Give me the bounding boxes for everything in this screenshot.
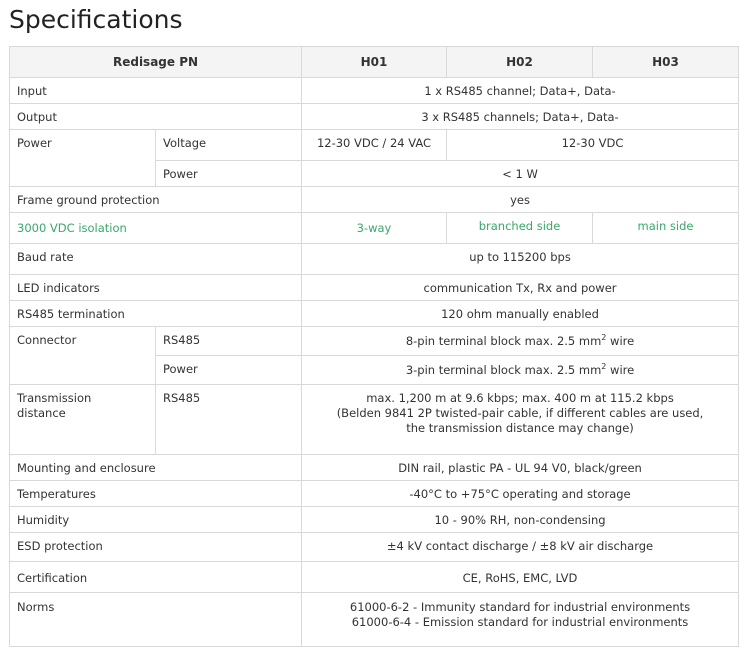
table-row [10, 213, 739, 244]
row-value: 1 x RS485 channel; Data+, Data- [302, 78, 739, 104]
row-value: -40°C to +75°C operating and storage [302, 481, 739, 507]
row-sublabel: RS485 [156, 327, 302, 356]
row-value: max. 1,200 m at 9.6 kbps; max. 400 m at 115.2 kbps (Belden 9841 2P twisted-pair cable, if different cables are used, the transmission distance may change) [302, 385, 739, 455]
row-value [302, 327, 739, 356]
row-value: communication Tx, Rx and power [302, 275, 739, 301]
row-label: Connector [10, 327, 156, 385]
row-label: ESD protection [10, 533, 302, 562]
row-value: ±4 kV contact discharge / ±8 kV air discharge [302, 533, 739, 562]
row-label: Output [10, 104, 302, 130]
page-title: Specifications [9, 5, 183, 34]
row-label: Power [10, 130, 156, 187]
table-row [10, 562, 739, 593]
row-label: Mounting and enclosure [10, 455, 302, 481]
row-value [302, 356, 739, 385]
header-h02: H02 [447, 47, 593, 78]
specifications-table [9, 46, 739, 647]
row-label: 3000 VDC isolation [10, 213, 302, 244]
row-value: CE, RoHS, EMC, LVD [302, 562, 739, 593]
row-label: Transmission distance [10, 385, 156, 455]
row-value: yes [302, 187, 739, 213]
row-value: 61000-6-2 - Immunity standard for industrial environments 61000-6-4 - Emission standard for industrial environments [302, 593, 739, 647]
row-value: 3-way [302, 213, 447, 244]
row-value: 12-30 VDC [447, 130, 739, 161]
row-label: LED indicators [10, 275, 302, 301]
row-value: DIN rail, plastic PA - UL 94 V0, black/green [302, 455, 739, 481]
row-value: up to 115200 bps [302, 244, 739, 275]
table-row [10, 593, 739, 647]
row-value: branched side [447, 213, 593, 244]
table-row [10, 244, 739, 275]
row-label: Humidity [10, 507, 302, 533]
wire-text: wire [606, 362, 635, 377]
row-label: Frame ground protection [10, 187, 302, 213]
row-label: Baud rate [10, 244, 302, 275]
table-header-row [10, 47, 739, 78]
row-label: Certification [10, 562, 302, 593]
row-value: 12-30 VDC / 24 VAC [302, 130, 447, 161]
table-row [10, 481, 739, 507]
table-row [10, 78, 739, 104]
row-label: Input [10, 78, 302, 104]
connector-power-text: 3-pin terminal block max. 2.5 mm [405, 362, 602, 377]
table-row [10, 187, 739, 213]
table-row [10, 301, 739, 327]
row-sublabel: RS485 [156, 385, 302, 455]
row-value: 3 x RS485 channels; Data+, Data- [302, 104, 739, 130]
row-label: Temperatures [10, 481, 302, 507]
header-h01: H01 [302, 47, 447, 78]
row-value: < 1 W [302, 161, 739, 187]
superscript: 2 [601, 332, 607, 342]
header-h03: H03 [593, 47, 739, 78]
row-sublabel: Power [156, 356, 302, 385]
row-value: 10 - 90% RH, non-condensing [302, 507, 739, 533]
table-row [10, 533, 739, 562]
row-label: RS485 termination [10, 301, 302, 327]
row-label: Norms [10, 593, 302, 647]
table-row [10, 104, 739, 130]
row-value: main side [593, 213, 739, 244]
wire-text: wire [606, 333, 635, 348]
table-row [10, 455, 739, 481]
row-sublabel: Power [156, 161, 302, 187]
connector-rs485-text: 8-pin terminal block max. 2.5 mm [405, 333, 602, 348]
table-row [10, 275, 739, 301]
row-value: 120 ohm manually enabled [302, 301, 739, 327]
table-row [10, 507, 739, 533]
table-row [10, 130, 739, 161]
row-sublabel: Voltage [156, 130, 302, 161]
header-pn: Redisage PN [10, 47, 302, 78]
table-row [10, 385, 739, 455]
table-row [10, 327, 739, 356]
superscript: 2 [601, 361, 607, 371]
